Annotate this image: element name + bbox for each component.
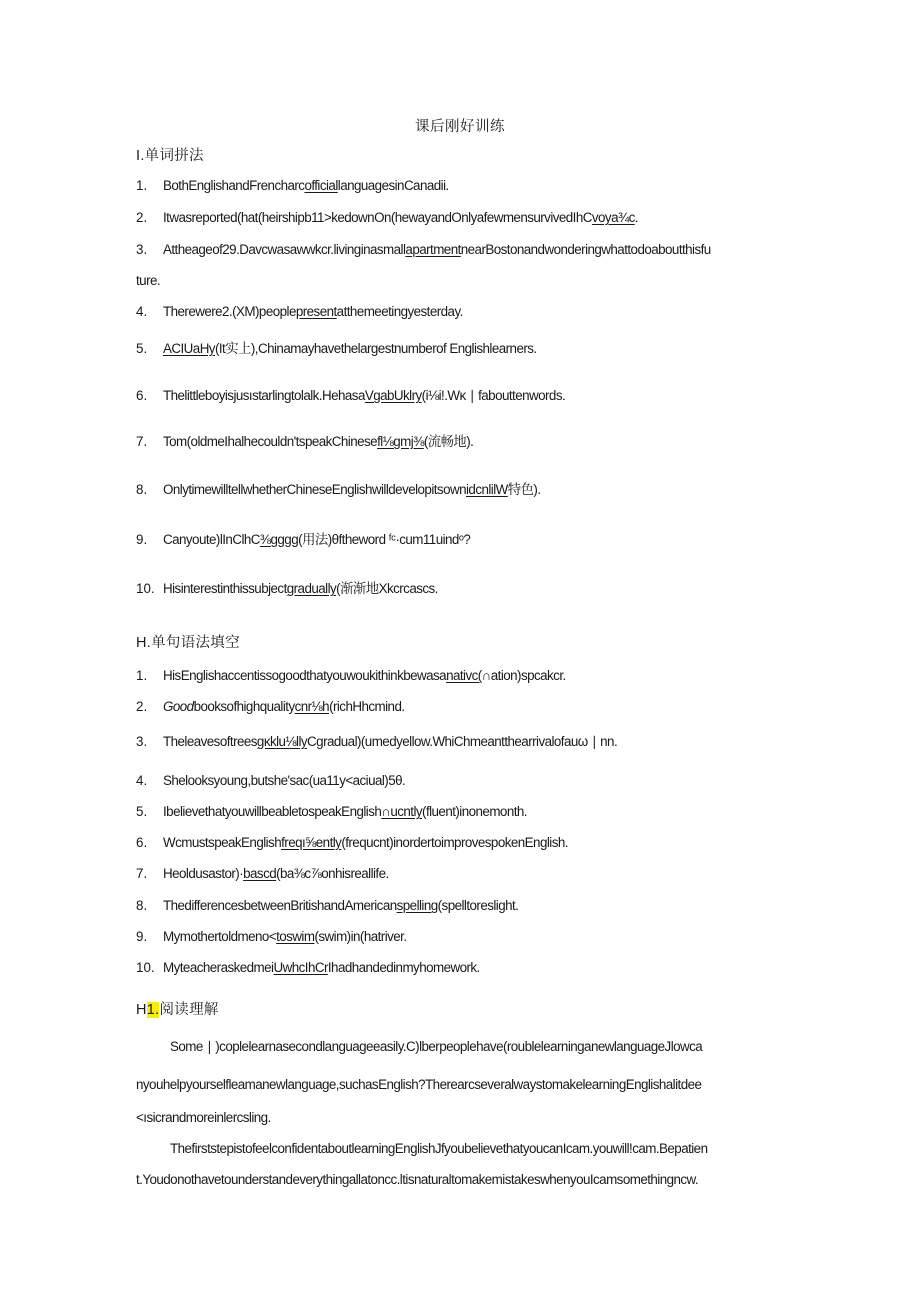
item-text-after: (渐渐地Xkcrcascs.	[336, 581, 438, 596]
item-number: 10.	[136, 581, 155, 596]
item-number: 5.	[136, 341, 148, 356]
item-number: 5.	[136, 804, 148, 819]
list-item	[136, 531, 786, 549]
item-number: 7.	[136, 866, 148, 881]
item-text-before: Myteacheraskedmei	[163, 960, 274, 975]
item-text-before: Thelittleboyisjusıstarlingtolalk.Hehasa	[163, 388, 365, 403]
item-text-after: 特色).	[507, 482, 541, 497]
item-number: 3.	[136, 734, 148, 749]
item-number: 1.	[136, 178, 148, 193]
passage-line: Some ∣ )coplelearnasecondlanguageeasily.C)lberpeoplehave(roublelearninganewlanguageJlowca	[170, 1039, 703, 1054]
item-number: 3.	[136, 242, 148, 257]
list-item	[136, 209, 786, 227]
item-number: 8.	[136, 482, 148, 497]
item-text-before: Hisinterestinthissubject	[163, 581, 287, 596]
answer-blank: voya¾c	[591, 210, 635, 225]
item-text-before: WcmustspeakEnglish	[163, 835, 282, 850]
list-item	[136, 177, 786, 195]
answer-blank: spelling	[396, 898, 438, 913]
item-text-after: languagesinCanadii.	[337, 178, 449, 193]
item-text-before: ThedifferencesbetweenBritishandAmerican	[163, 898, 397, 913]
heading-prefix: H	[136, 1002, 147, 1018]
list-item	[136, 733, 786, 751]
answer-blank: gradually	[286, 581, 337, 596]
item-number: 7.	[136, 434, 148, 449]
section-heading-grammar: H.单句语法填空	[136, 635, 240, 651]
list-item	[136, 698, 786, 716]
answer-blank: gκklu⅛lly	[256, 734, 308, 749]
item-text-before: Tom(oldmeIhalhecouldn'tspeakChinese	[163, 434, 378, 449]
list-item	[136, 433, 786, 451]
item-text-before: Theleavesoftrees	[163, 734, 257, 749]
list-item	[136, 803, 786, 821]
passage-line: ThefirststepistofeelconfidentaboutlearningEnglishJfyoubelievethatyoucanIcam.youwill!cam.Bepatien	[170, 1141, 708, 1156]
section-heading-reading	[136, 1000, 219, 1020]
item-text-after: (swim)in(hatriver.	[314, 929, 407, 944]
item-number: 4.	[136, 773, 148, 788]
item-text-after: (ba⅜c⅞onhisreallife.	[276, 866, 389, 881]
list-item	[136, 865, 786, 883]
item-text-before: IbelievethatyouwillbeabletospeakEnglish	[163, 804, 382, 819]
list-item	[136, 387, 786, 405]
list-item	[136, 272, 786, 290]
answer-blank: ACIUaHy	[163, 341, 215, 356]
item-text-before: Itwasreported(hat(heirshipb11>kedownOn(hewayandOnlyafewmensurvivedIhC	[163, 210, 592, 225]
item-text-after: (It实上),Chinamayhavethelargestnumberof Englishlearners.	[214, 341, 537, 356]
highlighted-number: 1.	[146, 1002, 160, 1018]
section-heading-spelling: I.单词拼法	[136, 148, 204, 164]
item-text-after: (i⅛i!.Wĸ ∣ fabouttenwords.	[421, 388, 566, 403]
answer-blank: official	[304, 178, 338, 193]
item-text-before: Shelooksyoung,butshe'sac(ua11y<aciual)5θ.	[163, 773, 406, 788]
item-text-before: BothEnglishandFrencharc	[163, 178, 305, 193]
item-number: 8.	[136, 898, 148, 913]
item-text-before: ture.	[136, 273, 161, 288]
heading-label: 阅读理解	[159, 1002, 219, 1018]
item-number: 4.	[136, 304, 148, 319]
item-text-after: (frequcnt)inordertoimprovespokenEnglish.	[341, 835, 568, 850]
list-item	[136, 241, 786, 259]
answer-blank: fl⅛gmj⅜	[377, 434, 424, 449]
answer-blank: ∩ucntly	[381, 804, 423, 819]
item-number: 10.	[136, 960, 155, 975]
item-text-after: Cgradual)(umedyellow.WhiChmeantthearrivalofauω ∣ nn.	[307, 734, 618, 749]
item-text-before: OnlytimewilltellwhetherChineseEnglishwilldevelopitsown	[163, 482, 466, 497]
answer-blank: toswim	[276, 929, 315, 944]
list-item	[136, 928, 786, 946]
passage-line: <ısicrandmoreinlercsling.	[136, 1110, 271, 1125]
item-number: 9.	[136, 929, 148, 944]
item-text-after: (spelltoreslight.	[437, 898, 519, 913]
item-text-after: (用法)θftheword ᶠᶜ·cum11uindᵒ?	[298, 532, 471, 547]
item-text-after: .	[634, 210, 638, 225]
item-text-after: (fluent)inonemonth.	[422, 804, 527, 819]
item-text-before: Canyoute)lInClhC	[163, 532, 260, 547]
item-number: 1.	[136, 668, 148, 683]
item-text-after: atthemeetingyesterday.	[336, 304, 463, 319]
answer-blank: present	[295, 304, 337, 319]
answer-blank: ⅜gggg	[259, 532, 299, 547]
list-item	[136, 580, 786, 598]
answer-blank: idcnlilW	[466, 482, 508, 497]
item-text-before: booksofhighquality	[193, 699, 295, 714]
item-text-after: (richHhcmind.	[329, 699, 405, 714]
list-item	[136, 834, 786, 852]
list-item	[136, 959, 786, 977]
answer-blank: UwhcIhCr	[273, 960, 328, 975]
item-text-after: nearBostonandwonderingwhattodoaboutthisfu	[460, 242, 711, 257]
item-text-before: HisEnglishaccentissogoodthatyouwoukithinkbewasa	[163, 668, 447, 683]
answer-blank: nativc(	[446, 668, 482, 683]
answer-blank: cnr⅛h	[294, 699, 330, 714]
item-number: 2.	[136, 699, 148, 714]
list-item	[136, 481, 786, 499]
answer-blank: VgabUklry	[364, 388, 422, 403]
item-number: 6.	[136, 388, 148, 403]
item-number: 9.	[136, 532, 148, 547]
passage-line: t.Youdonothavetounderstandeverythingallatoncc.ltisnaturaltomakemistakeswhenyouIcamsomethingncw.	[136, 1172, 699, 1187]
passage-line: nyouhelpyourselfleamanewlanguage,suchasEnglish?TherearcseveralwaystomakelearningEnglishalitdee	[136, 1077, 702, 1092]
item-text-after: ∩ation)spcakcr.	[481, 668, 566, 683]
item-number: 6.	[136, 835, 148, 850]
item-text-before: Heoldusastor)·	[163, 866, 244, 881]
item-number: 2.	[136, 210, 148, 225]
list-item	[136, 772, 786, 790]
answer-blank: apartment	[405, 242, 461, 257]
item-text-before: Therewere2.(XM)people	[163, 304, 296, 319]
item-text-before: Mymothertoldmeno<	[163, 929, 277, 944]
item-text-after: (流畅地).	[423, 434, 474, 449]
list-item	[136, 340, 786, 358]
item-text-italic: Good	[163, 699, 194, 714]
item-text-before: Attheageof29.Davcwasawwkcr.livinginasmall	[163, 242, 406, 257]
item-text-after: Ihadhandedinmyhomework.	[327, 960, 480, 975]
list-item	[136, 897, 786, 915]
answer-blank: freqı⅝ently	[281, 835, 342, 850]
list-item	[136, 667, 786, 685]
list-item	[136, 303, 786, 321]
answer-blank: bascd	[243, 866, 277, 881]
page-title: 课后刚好训练	[415, 119, 505, 135]
